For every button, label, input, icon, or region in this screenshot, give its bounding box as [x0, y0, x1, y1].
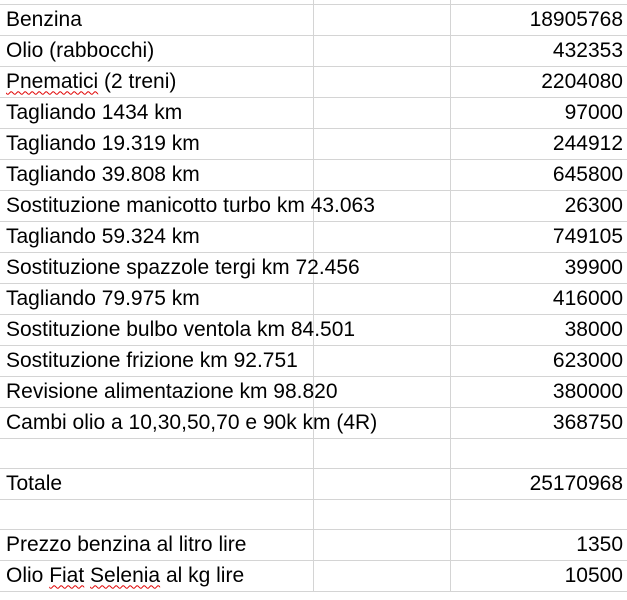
table-row: [0, 499, 627, 529]
cell-value[interactable]: 38000: [450, 314, 627, 345]
cell-value[interactable]: 416000: [450, 283, 627, 314]
cell-value[interactable]: 368750: [450, 407, 627, 438]
cell-label[interactable]: [0, 66, 313, 97]
table-row: [0, 283, 627, 314]
cell-value[interactable]: 244912: [450, 128, 627, 159]
cell-value[interactable]: 623000: [450, 345, 627, 376]
cell-label[interactable]: Tagliando 1434 km: [0, 97, 313, 128]
label-text: (2 treni): [98, 69, 177, 93]
cell-value[interactable]: [450, 499, 627, 529]
cell-label[interactable]: Tagliando 59.324 km: [0, 221, 313, 252]
cell[interactable]: [313, 159, 450, 190]
cell[interactable]: [313, 4, 450, 35]
total-label[interactable]: Totale: [0, 468, 313, 499]
cell-label[interactable]: Tagliando 39.808 km: [0, 159, 313, 190]
cell-value[interactable]: [450, 438, 627, 468]
cell-label[interactable]: Sostituzione spazzole tergi km 72.456: [0, 252, 313, 283]
label-text: al kg lire: [160, 563, 245, 587]
table-row: [0, 529, 627, 560]
table-row: [0, 159, 627, 190]
table-row: [0, 376, 627, 407]
cell[interactable]: [313, 438, 450, 468]
cell[interactable]: [313, 283, 450, 314]
cell-label[interactable]: Sostituzione frizione km 92.751: [0, 345, 313, 376]
cell-label[interactable]: Tagliando 79.975 km: [0, 283, 313, 314]
cell-value[interactable]: 432353: [450, 35, 627, 66]
total-value[interactable]: 25170968: [450, 468, 627, 499]
cell-value[interactable]: 18905768: [450, 4, 627, 35]
table-row: [0, 438, 627, 468]
table-row: [0, 190, 627, 221]
table-row: [0, 345, 627, 376]
cell-label[interactable]: Olio (rabbocchi): [0, 35, 313, 66]
cell[interactable]: [313, 468, 450, 499]
table-row: [0, 97, 627, 128]
cell[interactable]: [313, 529, 450, 560]
cell-label[interactable]: Sostituzione manicotto turbo km 43.063: [0, 190, 313, 221]
spellcheck-word: Selenia: [90, 563, 161, 587]
cell-label[interactable]: Cambi olio a 10,30,50,70 e 90k km (4R): [0, 407, 313, 438]
cell[interactable]: [313, 128, 450, 159]
table-row: [0, 252, 627, 283]
cell-value[interactable]: 97000: [450, 97, 627, 128]
spellcheck-word: Fiat: [49, 563, 85, 587]
table-row: [0, 560, 627, 591]
cell-value[interactable]: 645800: [450, 159, 627, 190]
cell-label[interactable]: Tagliando 19.319 km: [0, 128, 313, 159]
cell-label[interactable]: Sostituzione bulbo ventola km 84.501: [0, 314, 313, 345]
cell-label[interactable]: [0, 499, 313, 529]
cell-label[interactable]: Revisione alimentazione km 98.820: [0, 376, 313, 407]
cell[interactable]: [313, 345, 450, 376]
table-row: [0, 314, 627, 345]
label-text: Olio: [6, 563, 50, 587]
table-row: [0, 221, 627, 252]
cell[interactable]: [313, 97, 450, 128]
table-row: [0, 407, 627, 438]
table-row: [0, 66, 627, 97]
cell-value[interactable]: 10500: [450, 560, 627, 591]
cell-value[interactable]: 749105: [450, 221, 627, 252]
cell[interactable]: [313, 66, 450, 97]
cell-label[interactable]: Benzina: [0, 4, 313, 35]
cell-value[interactable]: 2204080: [450, 66, 627, 97]
cell-label[interactable]: [0, 560, 313, 591]
cell-value[interactable]: 26300: [450, 190, 627, 221]
table-row: [0, 128, 627, 159]
cell[interactable]: [313, 499, 450, 529]
table-row: [0, 468, 627, 499]
cell-value[interactable]: 1350: [450, 529, 627, 560]
cell-label[interactable]: [0, 438, 313, 468]
table-row: [0, 35, 627, 66]
cell[interactable]: [313, 35, 450, 66]
table-row: [0, 4, 627, 35]
cell-value[interactable]: 39900: [450, 252, 627, 283]
cell[interactable]: [313, 221, 450, 252]
spellcheck-word: Pnematici: [6, 69, 99, 93]
cell[interactable]: [313, 560, 450, 591]
cell-value[interactable]: 380000: [450, 376, 627, 407]
cell-label[interactable]: Prezzo benzina al litro lire: [0, 529, 313, 560]
